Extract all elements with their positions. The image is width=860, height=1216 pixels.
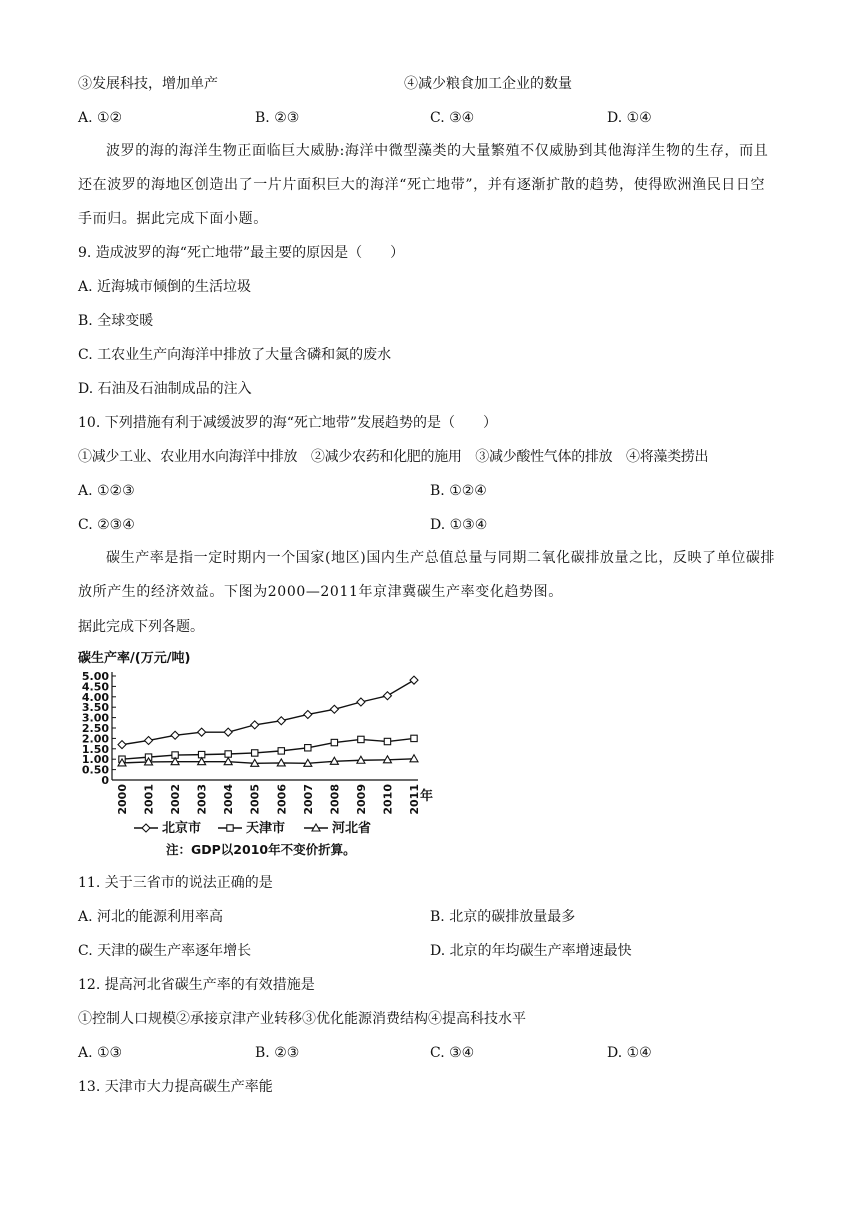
q9-option-a: A. 近海城市倾倒的生活垃圾 xyxy=(78,279,252,295)
q11-option-a: A. 河北的能源利用率高 xyxy=(78,909,224,925)
chart-point-square xyxy=(331,739,337,745)
chart-x-tick-label: 2010 xyxy=(381,784,395,815)
baltic-intro-paragraph: 波罗的海的海洋生物正面临巨大威胁:海洋中微型藻类的大量繁殖不仅威胁到其他海洋生物的生存，而且还在波罗的海地区创造出了一片片面积巨大的海洋“死亡地带”，并有逐渐扩散的趋势，使得欧洲渔民日日空手而归。据此完成下面小题。 xyxy=(78,143,769,227)
q9-option-c: C. 工农业生产向海洋中排放了大量含磷和氮的废水 xyxy=(78,347,392,363)
chart-x-tick-label: 2005 xyxy=(248,784,262,815)
carbon-intro-paragraph: 碳生产率是指一定时期内一个国家(地区)国内生产总值总量与同期二氧化碳排放量之比，反映了单位碳排放所产生的经济效益。下图为2000—2011年京津冀碳生产率变化趋势图。 xyxy=(78,550,776,600)
chart-y-tick-label: 5.00 xyxy=(81,670,109,683)
chart-y-tick-label: 0.50 xyxy=(81,763,109,777)
chart-point-diamond xyxy=(410,676,418,684)
chart-y-tick-label: 0 xyxy=(101,774,109,787)
q8-item-4: ④减少粮食加工企业的数量 xyxy=(404,76,572,92)
legend-label-square: 天津市 xyxy=(246,821,286,836)
chart-ylabel: 碳生产率/(万元/吨) xyxy=(78,651,191,666)
chart-y-tick-label: 1.00 xyxy=(81,753,109,767)
q9-stem: 9. 造成波罗的海“死亡地带”最主要的原因是（ ） xyxy=(78,245,405,261)
chart-point-square xyxy=(225,751,231,757)
q11-option-c: C. 天津的碳生产率逐年增长 xyxy=(78,943,252,959)
chart-x-tick-label: 2004 xyxy=(222,784,236,815)
chart-x-tick-label: 2009 xyxy=(354,784,368,815)
q12-option-c: C. ③④ xyxy=(430,1045,475,1061)
chart-point-square xyxy=(384,738,390,744)
chart-point-square xyxy=(411,735,417,741)
chart-series-line-triangle xyxy=(122,759,414,764)
chart-point-diamond xyxy=(277,717,285,725)
chart-x-tick-label: 2007 xyxy=(301,784,315,815)
chart-point-diamond xyxy=(330,705,338,713)
chart-point-square xyxy=(358,736,364,742)
chart-x-tick-label: 2011 xyxy=(408,784,421,815)
chart-y-tick-label: 1.50 xyxy=(81,742,109,756)
q10-option-a: A. ①②③ xyxy=(78,483,135,499)
legend-marker-diamond xyxy=(142,824,150,832)
q13-stem: 13. 天津市大力提高碳生产率能 xyxy=(78,1079,273,1095)
chart-x-tick-label: 2001 xyxy=(142,784,156,815)
carbon-productivity-chart xyxy=(78,648,440,860)
q11-stem: 11. 关于三省市的说法正确的是 xyxy=(78,875,273,891)
q12-items: ①控制人口规模②承接京津产业转移③优化能源消费结构④提高科技水平 xyxy=(78,1011,526,1027)
chart-point-diamond xyxy=(198,728,206,736)
chart-point-diamond xyxy=(383,692,391,700)
chart-x-tick-label: 2000 xyxy=(116,784,129,815)
chart-x-tick-label: 2003 xyxy=(195,784,209,815)
chart-point-square xyxy=(252,750,258,756)
q12-stem: 12. 提高河北省碳生产率的有效措施是 xyxy=(78,977,315,993)
q10-option-c: C. ②③④ xyxy=(78,517,135,533)
chart-y-tick-label: 4.00 xyxy=(81,690,109,704)
chart-y-tick-label: 2.50 xyxy=(81,722,109,735)
q12-option-b: B. ②③ xyxy=(255,1045,300,1061)
chart-point-square xyxy=(278,748,284,754)
q8-option-b: B. ②③ xyxy=(255,110,300,126)
q10-option-d: D. ①③④ xyxy=(430,517,488,533)
chart-point-square xyxy=(305,745,311,751)
chart-x-axis-label: 年 xyxy=(420,789,434,804)
q8-option-d: D. ①④ xyxy=(607,110,652,126)
chart-series-line-diamond xyxy=(122,680,414,744)
q11-option-b: B. 北京的碳排放量最多 xyxy=(430,909,576,925)
chart-x-tick-label: 2008 xyxy=(328,784,342,815)
chart-point-diamond xyxy=(251,721,259,729)
legend-label-triangle: 河北省 xyxy=(332,821,372,836)
chart-note: 注：GDP以2010年不变价折算。 xyxy=(166,842,356,857)
q8-option-a: A. ①② xyxy=(78,110,123,126)
chart-y-tick-label: 2.00 xyxy=(81,732,109,746)
q12-option-a: A. ①③ xyxy=(78,1045,123,1061)
q8-option-c: C. ③④ xyxy=(430,110,475,126)
chart-point-diamond xyxy=(118,741,126,749)
chart-x-tick-label: 2006 xyxy=(275,784,289,815)
carbon-followup: 据此完成下列各题。 xyxy=(78,619,204,635)
chart-y-tick-label: 4.50 xyxy=(81,680,109,694)
q12-option-d: D. ①④ xyxy=(607,1045,652,1061)
q11-option-d: D. 北京的年均碳生产率增速最快 xyxy=(430,943,632,959)
chart-y-tick-label: 3.00 xyxy=(81,711,109,725)
chart-y-tick-label: 3.50 xyxy=(81,701,109,715)
chart-point-diamond xyxy=(224,728,232,736)
chart-point-diamond xyxy=(145,736,153,744)
chart-svg xyxy=(78,648,440,860)
chart-series-line-square xyxy=(122,738,414,759)
legend-marker-square xyxy=(227,825,233,831)
chart-point-diamond xyxy=(304,710,312,718)
chart-point-diamond xyxy=(171,731,179,739)
q9-option-b: B. 全球变暖 xyxy=(78,313,154,329)
q10-option-b: B. ①②④ xyxy=(430,483,487,499)
q8-item-3: ③发展科技，增加单产 xyxy=(78,76,218,92)
chart-x-tick-label: 2002 xyxy=(169,784,183,815)
legend-label-diamond: 北京市 xyxy=(162,821,202,836)
q9-option-d: D. 石油及石油制成品的注入 xyxy=(78,381,252,397)
q10-items: ①减少工业、农业用水向海洋中排放 ②减少农药和化肥的施用 ③减少酸性气体的排放 ④将藻类捞出 xyxy=(78,449,709,465)
q10-stem: 10. 下列措施有利于减缓波罗的海“死亡地带”发展趋势的是（ ） xyxy=(78,415,498,431)
chart-point-diamond xyxy=(357,698,365,706)
